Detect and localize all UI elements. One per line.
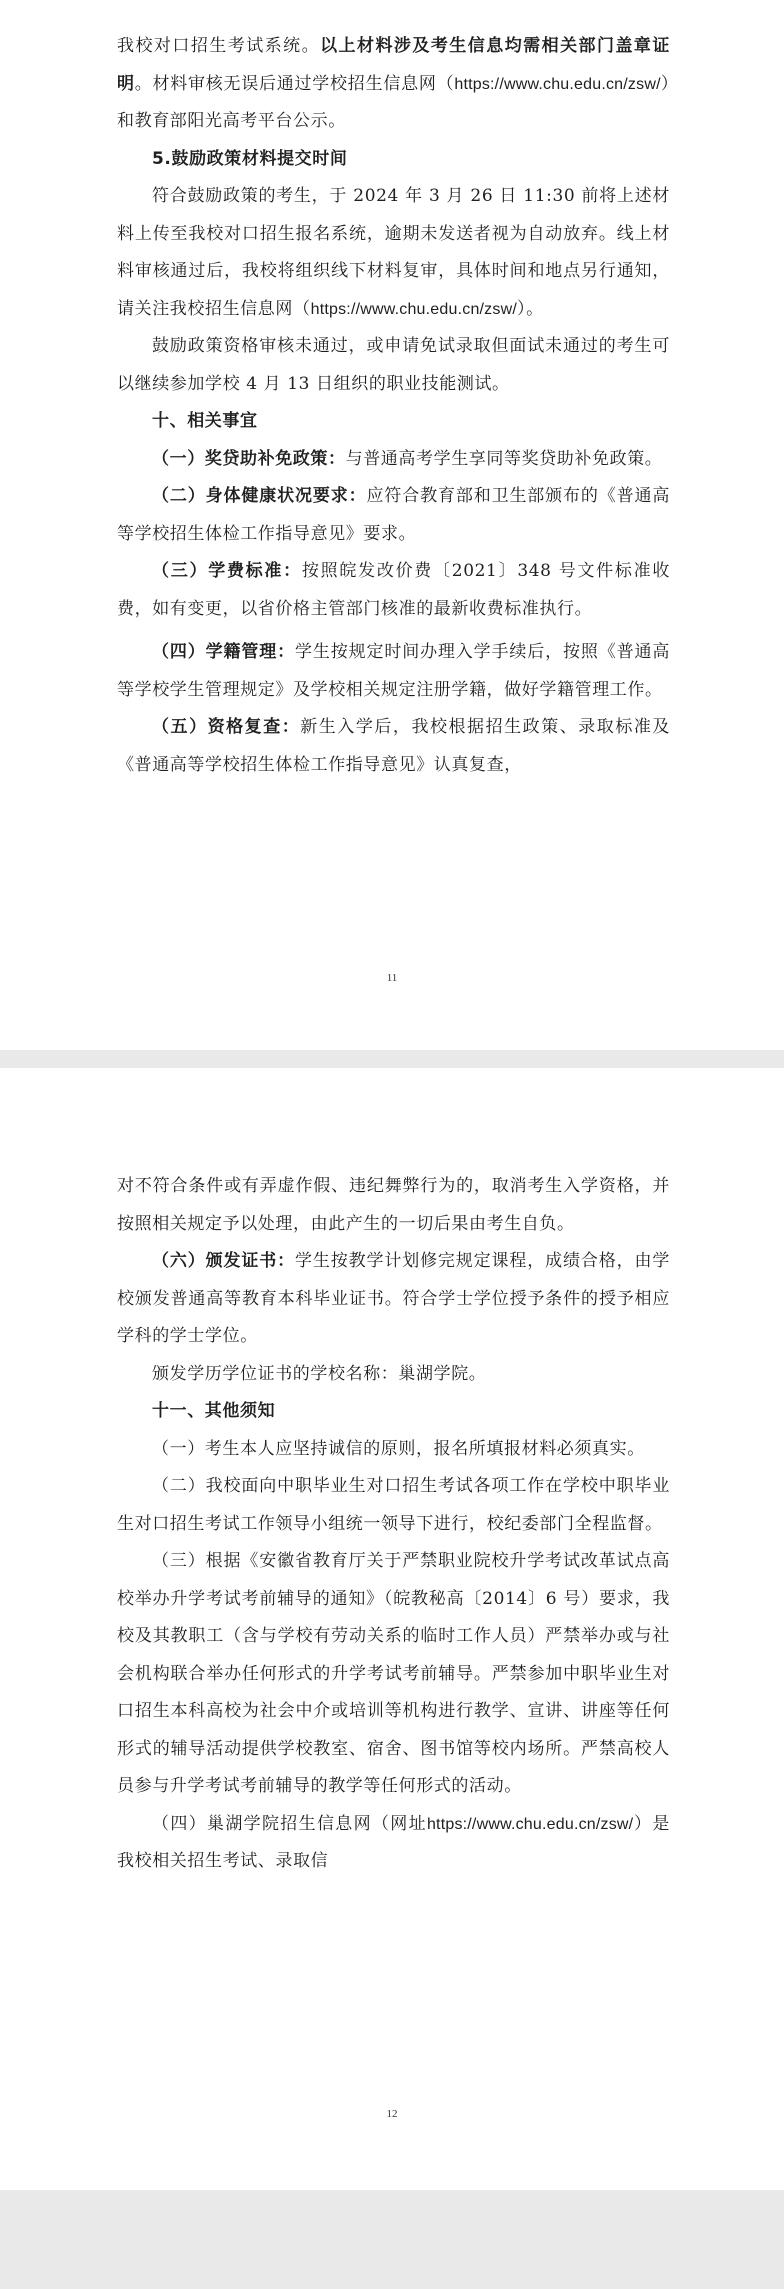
item-4-text: 学生按规定时间办理入学手续后，按照《普通高等学校学生管理规定》及学校相关规定注册学籍，做好学籍管理工作。 (117, 642, 670, 700)
item-5-label: （五）资格复查： (152, 717, 301, 737)
item-1 (117, 441, 670, 479)
section-5-heading: 5.鼓励政策材料提交时间 (152, 148, 348, 169)
materials-text-start: 我校对口招生考试系统。 (117, 36, 321, 56)
notice-4-text: （四）巢湖学院招生信息网（网址 (152, 1813, 427, 1834)
item-4 (117, 634, 670, 709)
item-5 (117, 709, 670, 784)
materials-text-end: ）和教育部阳光高考平台公示。 (117, 73, 670, 131)
notice-4 (117, 1806, 670, 1881)
admissions-site-link-2[interactable]: https://www.chu.edu.cn/zsw/ (310, 300, 517, 318)
notice-2: （二）我校面向中职毕业生对口招生考试各项工作在学校中职毕业生对口招生考试工作领导小组统一领导下进行，校纪委部门全程监督。 (117, 1476, 670, 1534)
policy-fail-paragraph: 鼓励政策资格审核未通过，或申请免试录取但面试未通过的考生可以继续参加学校 4 月 13 日组织的职业技能测试。 (117, 336, 670, 394)
materials-text-rest: 。材料审核无误后通过学校招生信息网（ (134, 73, 455, 94)
item-1-label: （一）奖贷助补免政策： (152, 448, 346, 469)
document-page-12 (0, 1068, 784, 2190)
submission-time-paragraph (117, 178, 670, 328)
admissions-site-link-3[interactable]: https://www.chu.edu.cn/zsw/ (426, 1815, 634, 1833)
page-12-body (117, 1168, 670, 1881)
section-11-heading: 十一、其他须知 (152, 1401, 276, 1421)
item-3-label: （三）学费标准： (152, 561, 302, 581)
item-3-text: 按照皖发改价费〔2021〕348 号文件标准收费，如有变更，以省价格主管部门核准的最新收费标准执行。 (117, 561, 670, 619)
notice-1: （一）考生本人应坚持诚信的原则，报名所填报材料必须真实。 (152, 1438, 645, 1459)
submission-text: 符合鼓励政策的考生，于 2024 年 3 月 26 日 11:30 前将上述材料上传至我校对口招生报名系统，逾期未发送者视为自动放弃。线上材料审核通过后，我校将组织线下材料复审，具体时间和地点另行通知，请关注我校招生信息网（ (117, 186, 670, 319)
item-6-text: 学生按教学计划修完规定课程，成绩合格，由学校颁发普通高等教育本科毕业证书。符合学士学位授予条件的授予相应学科的学士学位。 (117, 1251, 670, 1346)
page-number: 11 (386, 972, 398, 984)
materials-bold-note: 以上材料涉及考生信息均需相关部门盖章证明 (117, 36, 670, 94)
item-3 (117, 553, 670, 628)
item-4-label: （四）学籍管理： (152, 642, 295, 662)
admissions-site-link[interactable]: https://www.chu.edu.cn/zsw/ (454, 75, 661, 93)
submission-text-end: ）。 (517, 298, 544, 319)
item-2 (117, 478, 670, 553)
notice-4-text-end: ）是我校相关招生考试、录取信 (117, 1813, 671, 1871)
item-2-label: （二）身体健康状况要求： (152, 486, 367, 506)
notice-3: （三）根据《安徽省教育厅关于严禁职业院校升学考试改革试点高校举办升学考试考前辅导的通知》（皖教秘高〔2014〕6 号）要求，我校及其教职工（含与学校有劳动关系的临时工作人员）严禁举办或与社会机构联合举办任何形式的升学考试考前辅导。严禁参加中职毕业生对口招生本科高校为社会中介或培训等机构进行教学、宣讲、讲座等任何形式的辅导活动提供学校教室、宿舍、图书馆等校内场所。严禁高校人员参与升学考试考前辅导的教学等任何形式的活动。 (117, 1551, 670, 1796)
document-page-11 (0, 0, 784, 1050)
item-6 (117, 1243, 670, 1356)
page-number: 12 (386, 2108, 398, 2120)
page-11-body (117, 28, 670, 784)
school-name-paragraph: 颁发学历学位证书的学校名称：巢湖学院。 (152, 1363, 487, 1384)
item-5-text: 新生入学后，我校根据招生政策、录取标准及《普通高等学校招生体检工作指导意见》认真复查， (117, 717, 670, 775)
continuation-paragraph: 对不符合条件或有弄虚作假、违纪舞弊行为的，取消考生入学资格，并按照相关规定予以处理，由此产生的一切后果由考生自负。 (117, 1176, 670, 1234)
item-2-text: 应符合教育部和卫生部颁布的《普通高等学校招生体检工作指导意见》要求。 (117, 486, 671, 544)
item-1-text: 与普通高考学生享同等奖贷助补免政策。 (345, 448, 663, 469)
item-6-label: （六）颁发证书： (152, 1251, 295, 1271)
section-10-heading: 十、相关事宜 (152, 411, 258, 431)
materials-paragraph (117, 28, 670, 141)
